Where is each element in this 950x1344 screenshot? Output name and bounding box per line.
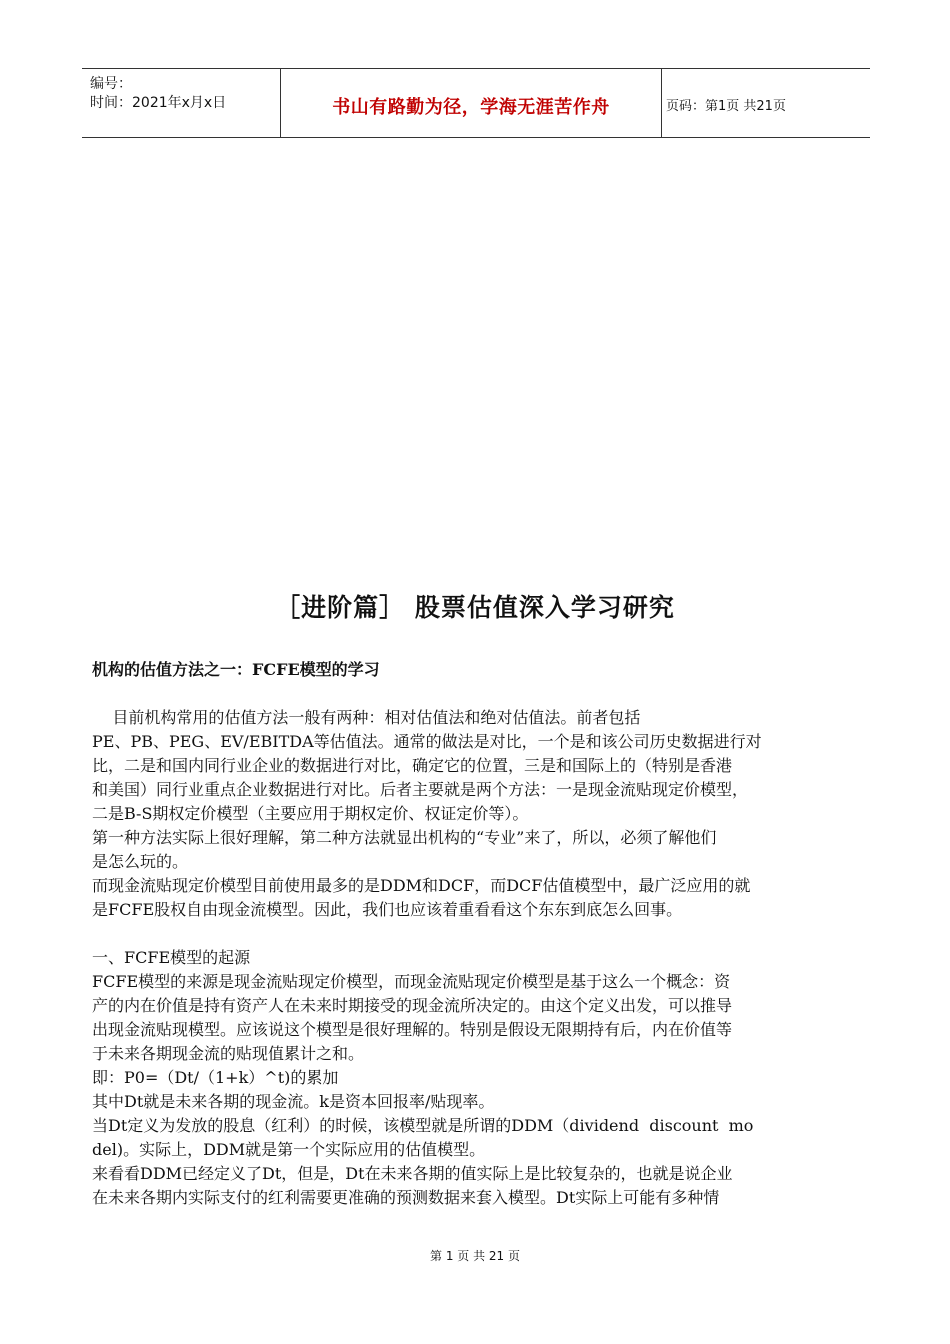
body-line: 出现金流贴现模型。应该说这个模型是很好理解的。特别是假设无限期持有后，内在价值等 bbox=[92, 1020, 733, 1039]
header-motto: 书山有路勤为径，学海无涯苦作舟 bbox=[332, 97, 610, 118]
header-meta-cell bbox=[82, 69, 280, 137]
body-line: PE、PB、PEG、EV/EBITDA等估值法。通常的做法是对比，一个是和该公司历史数据进行对 bbox=[92, 732, 762, 751]
document-header bbox=[82, 68, 870, 138]
document-title: ［进阶篇］ 股票估值深入学习研究 bbox=[275, 593, 675, 622]
document-body bbox=[92, 706, 862, 1210]
header-page-info: 页码：第1页 共21页 bbox=[666, 99, 786, 114]
body-line: 产的内在价值是持有资产人在未来时期接受的现金流所决定的。由这个定义出发，可以推导 bbox=[92, 996, 733, 1015]
section-heading: 机构的估值方法之一：FCFE模型的学习 bbox=[92, 660, 380, 679]
body-line: FCFE模型的来源是现金流贴现定价模型，而现金流贴现定价模型是基于这么一个概念：资 bbox=[92, 972, 731, 991]
body-line: 而现金流贴现定价模型目前使用最多的是DDM和DCF，而DCF估值模型中，最广泛应用的就 bbox=[92, 876, 751, 895]
body-line: 在未来各期内实际支付的红利需要更准确的预测数据来套入模型。Dt实际上可能有多种情 bbox=[92, 1188, 720, 1207]
body-line: 其中Dt就是未来各期的现金流。k是资本回报率/贴现率。 bbox=[92, 1092, 495, 1111]
body-line: 比，二是和国内同行业企业的数据进行对比，确定它的位置，三是和国际上的（特别是香港 bbox=[92, 756, 733, 775]
blank-line bbox=[92, 922, 862, 946]
body-line: 第一种方法实际上很好理解，第二种方法就显出机构的“专业”来了，所以，必须了解他们 bbox=[92, 828, 717, 847]
body-line: 来看看DDM已经定义了Dt，但是，Dt在未来各期的值实际上是比较复杂的，也就是说企业 bbox=[92, 1164, 733, 1183]
body-line: 于未来各期现金流的贴现值累计之和。 bbox=[92, 1044, 365, 1063]
body-line: 是怎么玩的。 bbox=[92, 852, 189, 871]
body-line: 一、FCFE模型的起源 bbox=[92, 948, 251, 967]
body-line: 目前机构常用的估值方法一般有两种：相对估值法和绝对估值法。前者包括 bbox=[92, 708, 641, 727]
body-line: 即：P0=（Dt/（1+k）^t)的累加 bbox=[92, 1068, 339, 1087]
body-line: 和美国）同行业重点企业数据进行对比。后者主要就是两个方法：一是现金流贴现定价模型， bbox=[92, 780, 749, 799]
document-date-label: 时间：2021年x月x日 bbox=[90, 95, 227, 111]
page-footer: 第 1 页 共 21 页 bbox=[430, 1249, 520, 1263]
body-line: 当Dt定义为发放的股息（红利）的时候，该模型就是所谓的DDM（dividend discount mo bbox=[92, 1116, 754, 1135]
body-line: del)。实际上，DDM就是第一个实际应用的估值模型。 bbox=[92, 1140, 486, 1159]
document-number-label: 编号： bbox=[90, 76, 132, 92]
header-motto-cell bbox=[280, 69, 662, 137]
body-line: 二是B-S期权定价模型（主要应用于期权定价、权证定价等）。 bbox=[92, 804, 529, 823]
body-line: 是FCFE股权自由现金流模型。因此，我们也应该着重看看这个东东到底怎么回事。 bbox=[92, 900, 683, 919]
header-page-cell bbox=[660, 69, 870, 137]
